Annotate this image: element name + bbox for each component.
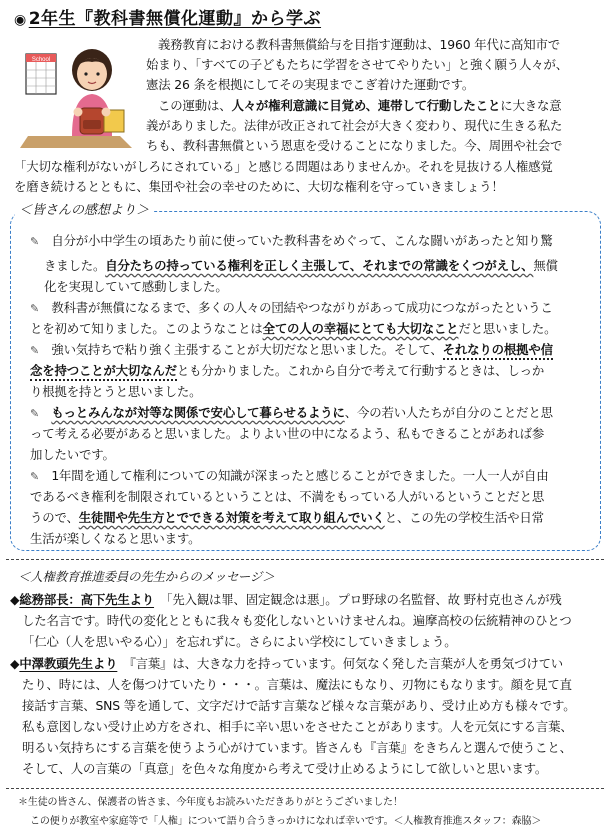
impressions-label: ＜皆さんの感想より＞: [15, 199, 153, 218]
comment-4-line-3: 加したいです。: [30, 447, 115, 462]
intro-line-8: を磨き続けるとともに、集団や社会の幸せのために、大切な権利を守っていきましょう！: [14, 179, 504, 194]
message-2-line-2: たり、時には、人を傷つけていたり・・・。言葉は、魔法にもなり、刃物にもなります。顔を見て直: [22, 677, 572, 692]
pencil-icon: ✎: [30, 470, 40, 483]
intro-line-2: 始まり、「すべての子どもたちに学習をさせてやりたい」と強く願う人々が、: [146, 57, 568, 72]
intro-line-3: 憲法 26 条を根拠にしてその実現までこぎ着けた運動です。: [146, 77, 475, 92]
pencil-icon: ✎: [30, 407, 40, 420]
bullet-icon: ◆: [10, 592, 20, 607]
intro-line-5: 義がありました。法律が改正されて社会が大きく変わり、現代に生きる私た: [146, 118, 563, 133]
intro-line-6: ちも、教科書無償という恩恵を受けることになりました。今、周囲や社会で: [146, 138, 563, 153]
message-2-line-5: 明るい気持ちにする言葉を使うよう心がけています。皆さんも『言葉』をきちんと選んで使うこと、: [22, 740, 572, 755]
comment-3-line-1: ✎ 強い気持ちで粘り強く主張することが大切だなと思いました。そして、それなりの根拠や信: [30, 341, 553, 360]
comment-1-line-3: 化を実現していて感動しました。: [44, 279, 228, 294]
comment-5-line-4: 生活が楽しくなると思います。: [30, 531, 201, 546]
message-1-heading: 総務部長：高下先生より: [19, 592, 155, 607]
message-2-line-3: 接話す言葉、SNS 等を通して、文字だけで話す言葉など様々な言葉があり、受け止め方も様々です。: [22, 698, 576, 713]
message-2-line-1: ◆中澤教頭先生より 『言葉』は、大きな力を持っています。何気なく発した言葉が人を勇気づけてい: [10, 656, 564, 671]
message-2-heading: 中澤教頭先生より: [19, 656, 118, 671]
comment-3-line-2: 念を持つことが大切なんだとも分かりました。これから自分で考えて行動するときは、しっか: [30, 362, 544, 380]
comment-3-line-3: り根拠を持とうと思いました。: [30, 384, 202, 399]
comment-2-emphasis: 全ての人の幸福にとても大切なこと: [262, 321, 459, 336]
comment-4-line-2: って考える必要があると思いました。よりよい世の中になるよう、私もできることがあれば参: [30, 426, 545, 441]
intro-line-7: 「大切な権利がないがしろにされている」と感じる問題はありませんか。それを見抜ける人権感覚: [14, 159, 553, 174]
intro-line-4: この運動は、人々が権利意識に目覚め、連帯して行動したことに大きな意: [158, 98, 562, 113]
pencil-icon: ✎: [30, 235, 40, 248]
title-text: 2年生『教科書無償化運動』から学ぶ: [28, 9, 322, 29]
comment-5-line-2: であるべき権利を制限されているということは、不満をもっている人がいるということだと思: [30, 489, 545, 504]
page-title: [14, 4, 321, 29]
message-1-line-3: 「仁心（人を思いやる心）」を忘れずに。さらによい学校にしていきましょう。: [22, 634, 457, 649]
comment-2-line-1: ✎ 教科書が無償になるまで、多くの人々の団結やつながりがあって成功につながったというこ: [30, 300, 553, 315]
calendar-sign: School: [31, 57, 51, 63]
comment-4-line-1: ✎ もっとみんなが対等な関係で安心して暮らせるように、今の若い人たちが自分のことだと思: [30, 405, 553, 420]
message-1-line-2: した名言です。時代の変化とともに我々も変化しないといけませんね。遍摩高校の伝統精神のひとつ: [22, 613, 572, 628]
intro-emphasis: 人々が権利意識に目覚め、連帯して行動したこと: [231, 98, 501, 113]
comment-4-emphasis: もっとみんなが対等な関係で安心して暮らせるように: [51, 405, 345, 420]
comment-1-line-1: ✎ 自分が小中学生の頃あたり前に使っていた教科書をめぐって、こんな闘いがあったと知り驚: [30, 233, 553, 248]
pencil-icon: ✎: [30, 302, 40, 315]
desk-shape: [20, 136, 132, 148]
comment-3-emphasis-a: それなりの根拠や信: [443, 342, 553, 360]
footer-note-1: ＊生徒の皆さん、保護者の皆さま、今年度もお読みいただきありがとうございました！: [18, 797, 403, 808]
title-marker: ◉: [14, 12, 27, 28]
pencil-icon: ✎: [30, 344, 40, 357]
comment-2-line-2: とを初めて知りました。このようなことは全ての人の幸福にとても大切なことだと思いました。: [30, 321, 557, 336]
messages-label: ＜人権教育推進委員の先生からのメッセージ＞: [18, 569, 275, 584]
section-divider: [6, 559, 604, 560]
message-2-line-6: そして、人の言葉の「真意」を色々な角度から考えて受け止めるようにして欲しいと思います。: [22, 761, 548, 776]
intro-line-1: 義務教育における教科書無償給与を目指す運動は、1960 年代に高知市で: [158, 37, 560, 52]
footer-divider: [6, 788, 604, 789]
message-2-line-4: 私も意図しない受け止め方をされ、相手に辛い思いをさせたことがあります。人を元気にする言葉、: [22, 719, 573, 734]
comment-3-emphasis-b: 念を持つことが大切なんだ: [30, 363, 177, 381]
student-illustration: [20, 40, 138, 150]
comment-5-line-1: ✎ 1年間を通して権利についての知識が深まったと感じることができました。一人一人が自由: [30, 468, 549, 483]
message-1-line-1: ◆総務部長：高下先生より 「先入観は罪、固定観念は悪」。プロ野球の名監督、故 野村克也さんが残: [10, 592, 562, 607]
bullet-icon: ◆: [10, 656, 20, 671]
comment-1-emphasis: 自分たちの持っている権利を正しく主張して、それまでの常識をくつがえし、: [105, 258, 534, 273]
comment-5-line-3: うので、生徒間や先生方とでできる対策を考えて取り組んでいくと、この先の学校生活や日常: [30, 510, 544, 525]
footer-note-2: この便りが教室や家庭等で「人権」について語り合うきっかけになれば幸いです。＜人権教育推進スタッフ：森脇＞: [30, 816, 542, 827]
comment-5-emphasis: 生徒間や先生方とでできる対策を考えて取り組んでいく: [78, 510, 385, 525]
comment-1-line-2: きました。自分たちの持っている権利を正しく主張して、それまでの常識をくつがえし、無償: [44, 258, 558, 273]
